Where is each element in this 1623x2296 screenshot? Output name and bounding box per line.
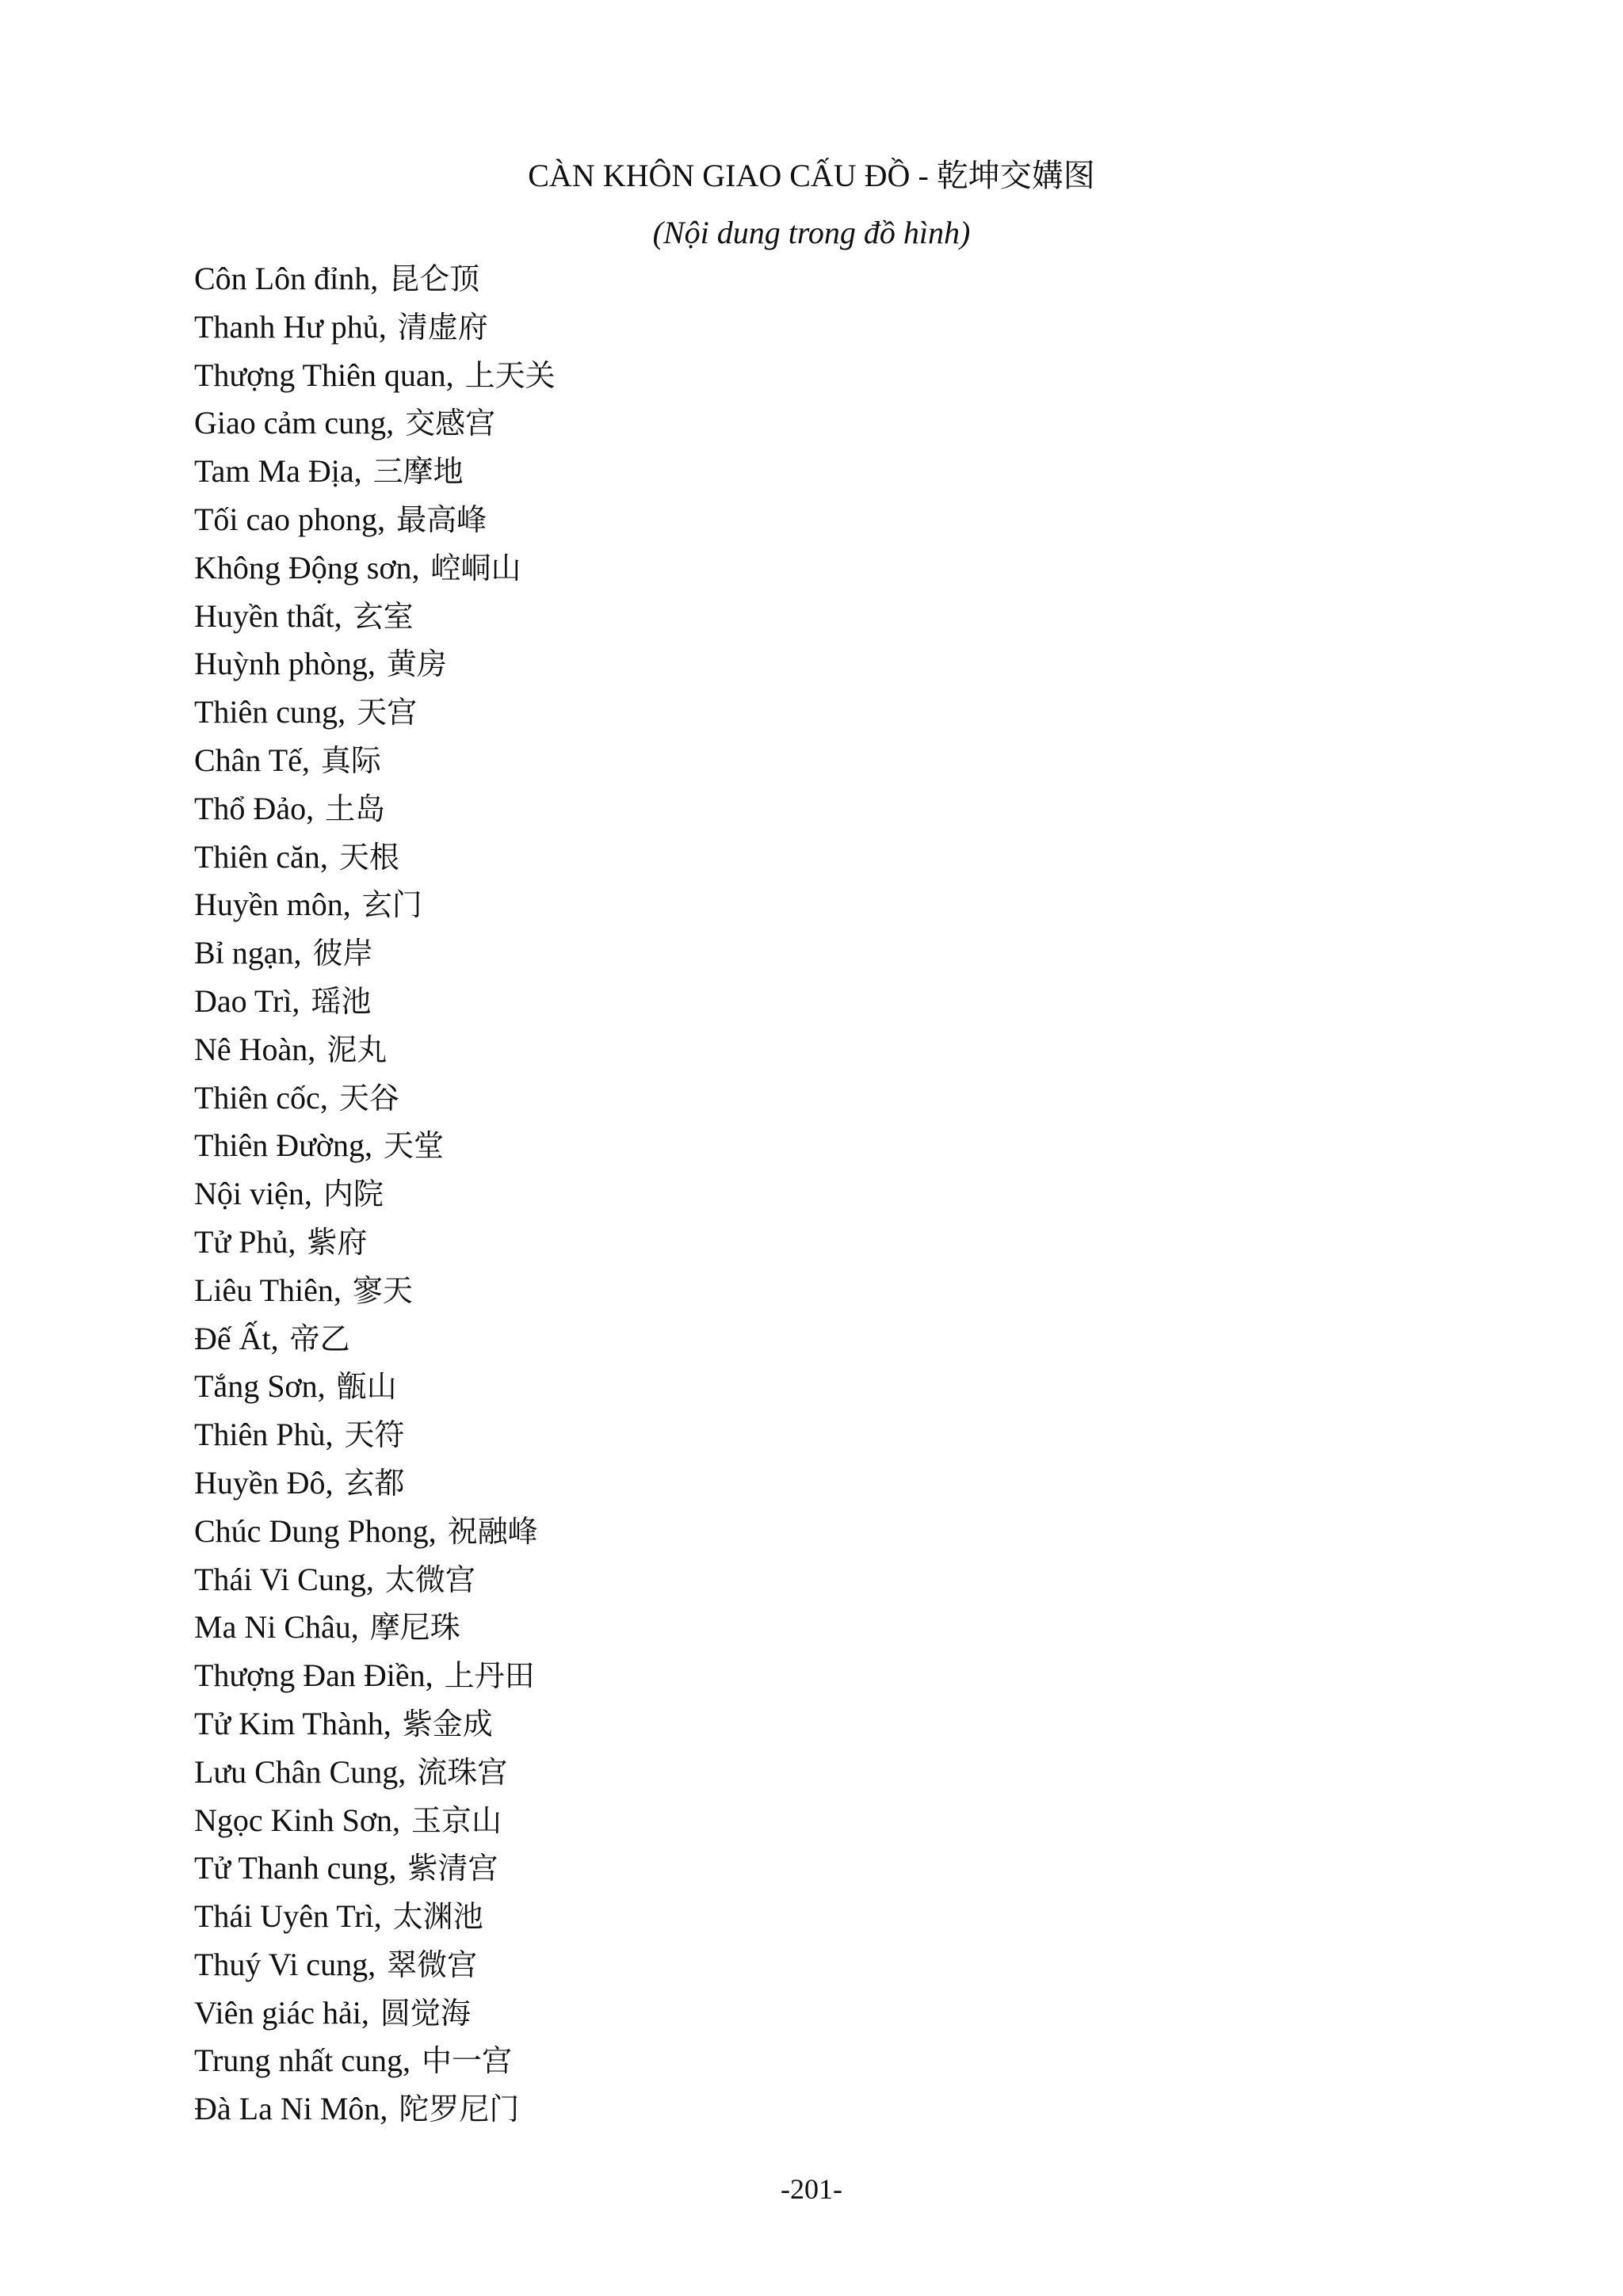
entry-chinese-term: 三摩地 xyxy=(372,454,464,490)
entry-vietnamese-term: Thượng Đan Điền xyxy=(194,1657,426,1694)
entry-chinese-term: 彼岸 xyxy=(312,936,373,971)
entry-chinese-term: 寥天 xyxy=(352,1272,413,1308)
entry-chinese-term: 太微宫 xyxy=(384,1562,475,1597)
glossary-entry xyxy=(194,1700,556,1749)
entry-chinese-term: 崆峒山 xyxy=(430,550,521,585)
entry-vietnamese-term: Viên giác hải xyxy=(194,1994,361,2031)
glossary-entry xyxy=(194,881,556,929)
page-header xyxy=(0,152,1623,257)
entry-vietnamese-term: Bỉ ngạn xyxy=(194,935,294,971)
entry-vietnamese-term: Nê Hoàn xyxy=(194,1031,308,1067)
glossary-entry xyxy=(194,1363,556,1411)
page-title: CÀN KHÔN GIAO CẤU ĐỒ - 乾坤交媾图 xyxy=(528,158,1095,193)
entry-chinese-term: 中一宫 xyxy=(421,2043,512,2079)
entry-chinese-term: 上丹田 xyxy=(444,1658,535,1694)
entry-chinese-term: 玄都 xyxy=(344,1465,405,1501)
entry-separator: , xyxy=(333,1272,342,1308)
entry-separator: , xyxy=(325,1417,334,1453)
entry-separator: , xyxy=(377,501,386,537)
entry-vietnamese-term: Trung nhất cung xyxy=(194,2042,403,2079)
entry-vietnamese-term: Huyền môn xyxy=(194,887,343,923)
entry-separator: , xyxy=(425,1657,433,1694)
entry-separator: , xyxy=(293,935,302,971)
entry-separator: , xyxy=(398,1753,407,1790)
entry-vietnamese-term: Thượng Thiên quan xyxy=(194,357,446,393)
entry-chinese-term: 甑山 xyxy=(336,1369,397,1405)
glossary-entry xyxy=(194,1411,556,1459)
entry-separator: , xyxy=(411,549,420,585)
entry-separator: , xyxy=(361,1994,369,2031)
entry-vietnamese-term: Chân Tế xyxy=(194,742,302,778)
entry-chinese-term: 帝乙 xyxy=(289,1321,350,1356)
entry-chinese-term: 祝融峰 xyxy=(447,1513,538,1549)
entry-vietnamese-term: Giao cảm cung xyxy=(194,405,387,441)
entry-vietnamese-term: Huỳnh phòng xyxy=(194,646,368,682)
entry-separator: , xyxy=(386,405,395,441)
entry-chinese-term: 交感宫 xyxy=(405,406,496,441)
entry-vietnamese-term: Thanh Hư phủ xyxy=(194,308,379,345)
entry-vietnamese-term: Thiên Phù xyxy=(194,1417,326,1453)
entry-vietnamese-term: Không Động sơn xyxy=(194,549,412,585)
entry-chinese-term: 摩尼珠 xyxy=(369,1610,460,1646)
glossary-entry xyxy=(194,1170,556,1219)
entry-vietnamese-term: Thiên cung xyxy=(194,694,338,730)
entry-vietnamese-term: Đế Ất xyxy=(194,1320,271,1356)
entry-chinese-term: 玄室 xyxy=(353,598,414,634)
entry-chinese-term: 玉京山 xyxy=(411,1802,502,1838)
entry-separator: , xyxy=(306,790,315,826)
glossary-entry xyxy=(194,1267,556,1315)
entry-chinese-term: 上天关 xyxy=(464,357,556,393)
entry-separator: , xyxy=(342,887,351,923)
glossary-entry xyxy=(194,496,556,544)
entry-vietnamese-term: Thiên căn xyxy=(194,838,320,875)
entry-vietnamese-term: Chúc Dung Phong xyxy=(194,1512,429,1549)
glossary-entry xyxy=(194,2037,556,2085)
glossary-entry xyxy=(194,593,556,641)
entry-separator: , xyxy=(365,1561,374,1597)
glossary-entry xyxy=(194,1219,556,1267)
entry-chinese-term: 黄房 xyxy=(386,646,447,682)
glossary-entry xyxy=(194,2085,556,2134)
glossary-entry xyxy=(194,1026,556,1074)
glossary-entry xyxy=(194,1844,556,1893)
entry-chinese-term: 天谷 xyxy=(338,1080,399,1116)
glossary-entry xyxy=(194,399,556,448)
glossary-entry xyxy=(194,1893,556,1941)
glossary-entry xyxy=(194,1797,556,1845)
entry-vietnamese-term: Dao Trì xyxy=(194,982,292,1019)
entry-separator: , xyxy=(370,261,379,296)
glossary-entry xyxy=(194,1122,556,1170)
entry-chinese-term: 最高峰 xyxy=(396,502,487,537)
entry-chinese-term: 内院 xyxy=(323,1177,384,1212)
entry-separator: , xyxy=(317,1368,326,1405)
entry-chinese-term: 紫清宫 xyxy=(407,1851,498,1886)
glossary-entry xyxy=(194,785,556,833)
entry-separator: , xyxy=(334,597,342,634)
entry-chinese-term: 天符 xyxy=(344,1417,405,1453)
entry-separator: , xyxy=(301,742,310,778)
entry-chinese-term: 翠微宫 xyxy=(387,1947,478,1982)
entry-separator: , xyxy=(319,1079,328,1116)
entry-separator: , xyxy=(392,1802,401,1838)
entry-vietnamese-term: Thiên cốc xyxy=(194,1079,320,1116)
entry-vietnamese-term: Tam Ma Địa xyxy=(194,453,354,490)
glossary-entry xyxy=(194,352,556,400)
glossary-list xyxy=(194,255,556,2134)
page-number: -201- xyxy=(781,2173,842,2205)
entry-separator: , xyxy=(288,1223,296,1260)
glossary-entry xyxy=(194,688,556,737)
glossary-entry xyxy=(194,1556,556,1604)
entry-chinese-term: 真际 xyxy=(320,742,381,778)
entry-vietnamese-term: Liêu Thiên xyxy=(194,1272,334,1308)
glossary-entry xyxy=(194,737,556,785)
glossary-entry xyxy=(194,303,556,352)
entry-vietnamese-term: Ngọc Kinh Sơn xyxy=(194,1802,393,1838)
entry-vietnamese-term: Thái Vi Cung xyxy=(194,1561,366,1597)
glossary-entry xyxy=(194,640,556,688)
entry-chinese-term: 紫府 xyxy=(307,1224,368,1260)
entry-vietnamese-term: Nội viện xyxy=(194,1176,304,1212)
entry-separator: , xyxy=(383,1705,391,1741)
entry-vietnamese-term: Đà La Ni Môn xyxy=(194,2091,380,2127)
entry-chinese-term: 流珠宫 xyxy=(417,1754,508,1790)
entry-separator: , xyxy=(325,1464,334,1501)
glossary-entry xyxy=(194,1652,556,1700)
entry-vietnamese-term: Tử Phủ xyxy=(194,1223,288,1260)
entry-vietnamese-term: Thổ Đảo xyxy=(194,790,307,826)
entry-separator: , xyxy=(292,982,300,1019)
entry-separator: , xyxy=(353,453,362,490)
entry-separator: , xyxy=(367,646,376,682)
entry-separator: , xyxy=(388,1850,397,1886)
entry-chinese-term: 瑶池 xyxy=(311,983,372,1019)
entry-vietnamese-term: Huyền thất xyxy=(194,597,334,634)
glossary-entry xyxy=(194,1315,556,1363)
entry-separator: , xyxy=(365,1127,373,1164)
glossary-entry xyxy=(194,1508,556,1556)
glossary-entry xyxy=(194,1989,556,2038)
glossary-entry xyxy=(194,1941,556,1989)
entry-chinese-term: 清虚府 xyxy=(397,309,488,345)
entry-separator: , xyxy=(368,1946,376,1982)
glossary-entry xyxy=(194,833,556,882)
entry-separator: , xyxy=(445,357,454,393)
page-subtitle: (Nội dung trong đồ hình) xyxy=(652,215,971,250)
glossary-entry xyxy=(194,1604,556,1652)
entry-vietnamese-term: Thái Uyên Trì xyxy=(194,1898,374,1935)
glossary-entry xyxy=(194,1459,556,1508)
glossary-entry xyxy=(194,1074,556,1123)
entry-chinese-term: 天宫 xyxy=(357,695,418,730)
entry-vietnamese-term: Tắng Sơn xyxy=(194,1368,318,1405)
entry-chinese-term: 圆觉海 xyxy=(380,1995,471,2031)
entry-chinese-term: 紫金成 xyxy=(402,1706,493,1741)
entry-vietnamese-term: Thiên Đường xyxy=(194,1127,365,1164)
entry-vietnamese-term: Tử Thanh cung xyxy=(194,1850,389,1886)
entry-chinese-term: 太渊池 xyxy=(392,1899,483,1935)
glossary-entry xyxy=(194,1749,556,1797)
entry-chinese-term: 泥丸 xyxy=(327,1032,388,1067)
entry-vietnamese-term: Côn Lôn đỉnh xyxy=(194,261,371,296)
entry-chinese-term: 天根 xyxy=(338,839,399,875)
entry-chinese-term: 天堂 xyxy=(384,1128,445,1164)
glossary-entry xyxy=(194,448,556,496)
entry-separator: , xyxy=(270,1320,279,1356)
glossary-entry xyxy=(194,929,556,978)
entry-separator: , xyxy=(304,1176,312,1212)
entry-vietnamese-term: Thuý Vi cung xyxy=(194,1946,369,1982)
entry-separator: , xyxy=(402,2042,411,2079)
glossary-entry xyxy=(194,544,556,593)
entry-chinese-term: 昆仑顶 xyxy=(389,261,480,296)
entry-separator: , xyxy=(380,2091,388,2127)
entry-vietnamese-term: Tử Kim Thành xyxy=(194,1705,384,1741)
entry-vietnamese-term: Ma Ni Châu xyxy=(194,1609,351,1646)
entry-chinese-term: 玄门 xyxy=(361,887,422,923)
entry-vietnamese-term: Lưu Chân Cung xyxy=(194,1753,399,1790)
entry-separator: , xyxy=(350,1609,359,1646)
entry-separator: , xyxy=(319,838,328,875)
glossary-entry xyxy=(194,255,556,303)
entry-separator: , xyxy=(373,1898,382,1935)
entry-chinese-term: 土岛 xyxy=(325,791,386,826)
glossary-entry xyxy=(194,978,556,1026)
entry-vietnamese-term: Tối cao phong xyxy=(194,501,378,537)
entry-chinese-term: 陀罗尼门 xyxy=(399,2092,520,2127)
entry-separator: , xyxy=(428,1512,437,1549)
entry-separator: , xyxy=(378,308,387,345)
entry-separator: , xyxy=(307,1031,316,1067)
entry-vietnamese-term: Huyền Đô xyxy=(194,1464,326,1501)
entry-separator: , xyxy=(338,694,346,730)
